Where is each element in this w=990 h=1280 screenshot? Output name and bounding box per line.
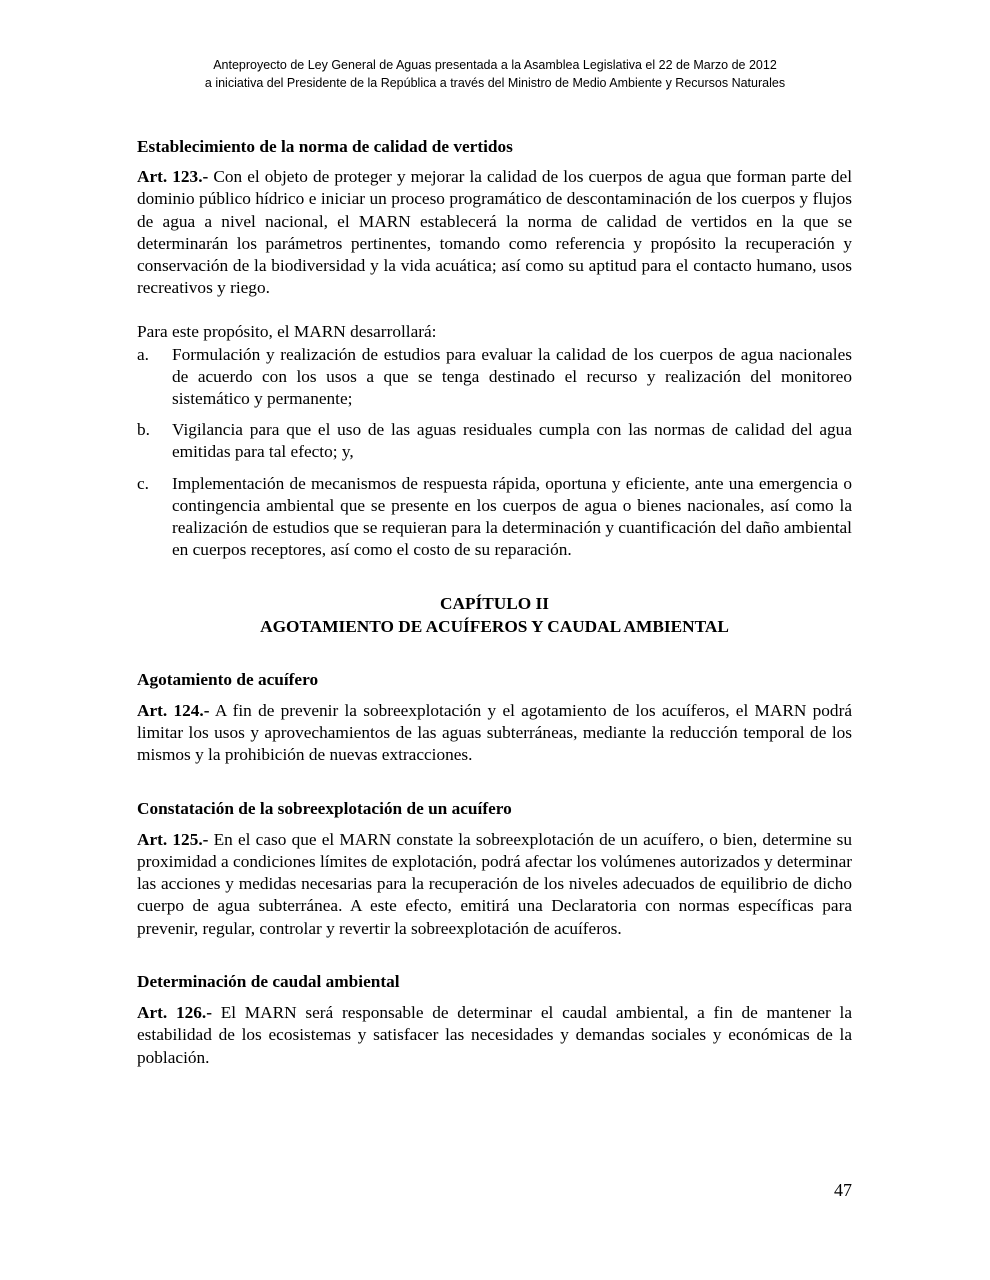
article-124-text: A fin de prevenir la sobreexplotación y el agotamiento de los acuíferos, el MARN podrá limitar los usos y aprovechamientos de las aguas subterráneas, mediante la reducción temporal de los mismos y la prohibición de nuevas extracciones. xyxy=(137,701,853,765)
article-123-text: Con el objeto de proteger y mejorar la calidad de los cuerpos de agua que forman parte del dominio público hídrico e iniciar un proceso programático de descontaminación de los cuerpos y flujos de agua a nivel nacional, el MARN establecerá la norma de calidad de vertidos en la que se determinarán los parámetros pertinentes, tomando como referencia y propósito la recuperación y conservación de la biodiversidad y la vida acuática; así como su aptitud para el contacto humano, usos recreativos y riego. xyxy=(137,167,852,298)
page-header xyxy=(0,56,990,92)
header-line-2: a iniciativa del Presidente de la República a través del Ministro de Medio Ambiente y Recursos Naturales xyxy=(204,76,786,90)
list-item xyxy=(137,344,852,411)
list-item xyxy=(137,473,852,562)
list-item-text: Implementación de mecanismos de respuesta rápida, oportuna y eficiente, ante una emergencia o contingencia ambiental que se presente en los cuerpos de agua o bienes nacionales, así como la realización de estudios que se requieran para la determinación y cuantificación del daño ambiental en cuerpos receptores, así como el costo de su reparación. xyxy=(172,473,852,560)
article-126-text: El MARN será responsable de determinar el caudal ambiental, a fin de mantener la estabilidad de los ecosistemas y satisfacer las necesidades y demandas sociales y económicas de la población. xyxy=(137,1003,853,1067)
page-number: 47 xyxy=(834,1180,852,1200)
section-heading-constatacion: Constatación de la sobreexplotación de un acuífero xyxy=(137,798,512,818)
section-heading-caudal: Determinación de caudal ambiental xyxy=(137,971,400,991)
list-marker: c. xyxy=(137,473,149,493)
article-126 xyxy=(137,1002,852,1069)
article-125-text: En el caso que el MARN constate la sobreexplotación de un acuífero, o bien, determine su proximidad a condiciones límites de explotación, podrá afectar los volúmenes autorizados y determinar las acciones y medidas necesarias para la recuperación de los niveles adecuados de equilibrio de dicho cuerpo de agua subterránea. A este efecto, emitirá una Declaratoria con normas específicas para prevenir, regular, controlar y revertir la sobreexplotación de acuíferos. xyxy=(137,829,852,938)
list-intro: Para este propósito, el MARN desarrollará: xyxy=(137,322,437,342)
article-124 xyxy=(137,700,852,767)
article-123-label: Art. 123.- xyxy=(137,167,209,187)
chapter-title: AGOTAMIENTO DE ACUÍFEROS Y CAUDAL AMBIENTAL xyxy=(260,616,729,636)
section-heading-vertidos: Establecimiento de la norma de calidad de vertidos xyxy=(137,137,513,156)
list-marker: b. xyxy=(137,420,150,440)
purpose-list xyxy=(137,344,852,562)
list-item xyxy=(137,419,852,463)
header-line-1: Anteproyecto de Ley General de Aguas presentada a la Asamblea Legislativa el 22 de Marzo de 2012 xyxy=(213,58,777,72)
chapter-heading xyxy=(137,593,852,637)
chapter-number: CAPÍTULO II xyxy=(440,594,549,614)
article-124-label: Art. 124.- xyxy=(137,701,210,721)
list-item-text: Formulación y realización de estudios para evaluar la calidad de los cuerpos de agua nacionales de acuerdo con los usos a que se tenga destinado el recurso y realización del monitoreo sistemático y permanente; xyxy=(172,344,852,409)
section-heading-agotamiento: Agotamiento de acuífero xyxy=(137,669,319,689)
list-item-text: Vigilancia para que el uso de las aguas residuales cumpla con las normas de calidad del agua emitidas para tal efecto; y, xyxy=(172,420,852,462)
article-123 xyxy=(137,166,852,299)
document-body xyxy=(137,136,852,1069)
article-126-label: Art. 126.- xyxy=(137,1003,212,1023)
article-125 xyxy=(137,829,852,940)
article-125-label: Art. 125.- xyxy=(137,829,209,849)
list-marker: a. xyxy=(137,344,149,364)
